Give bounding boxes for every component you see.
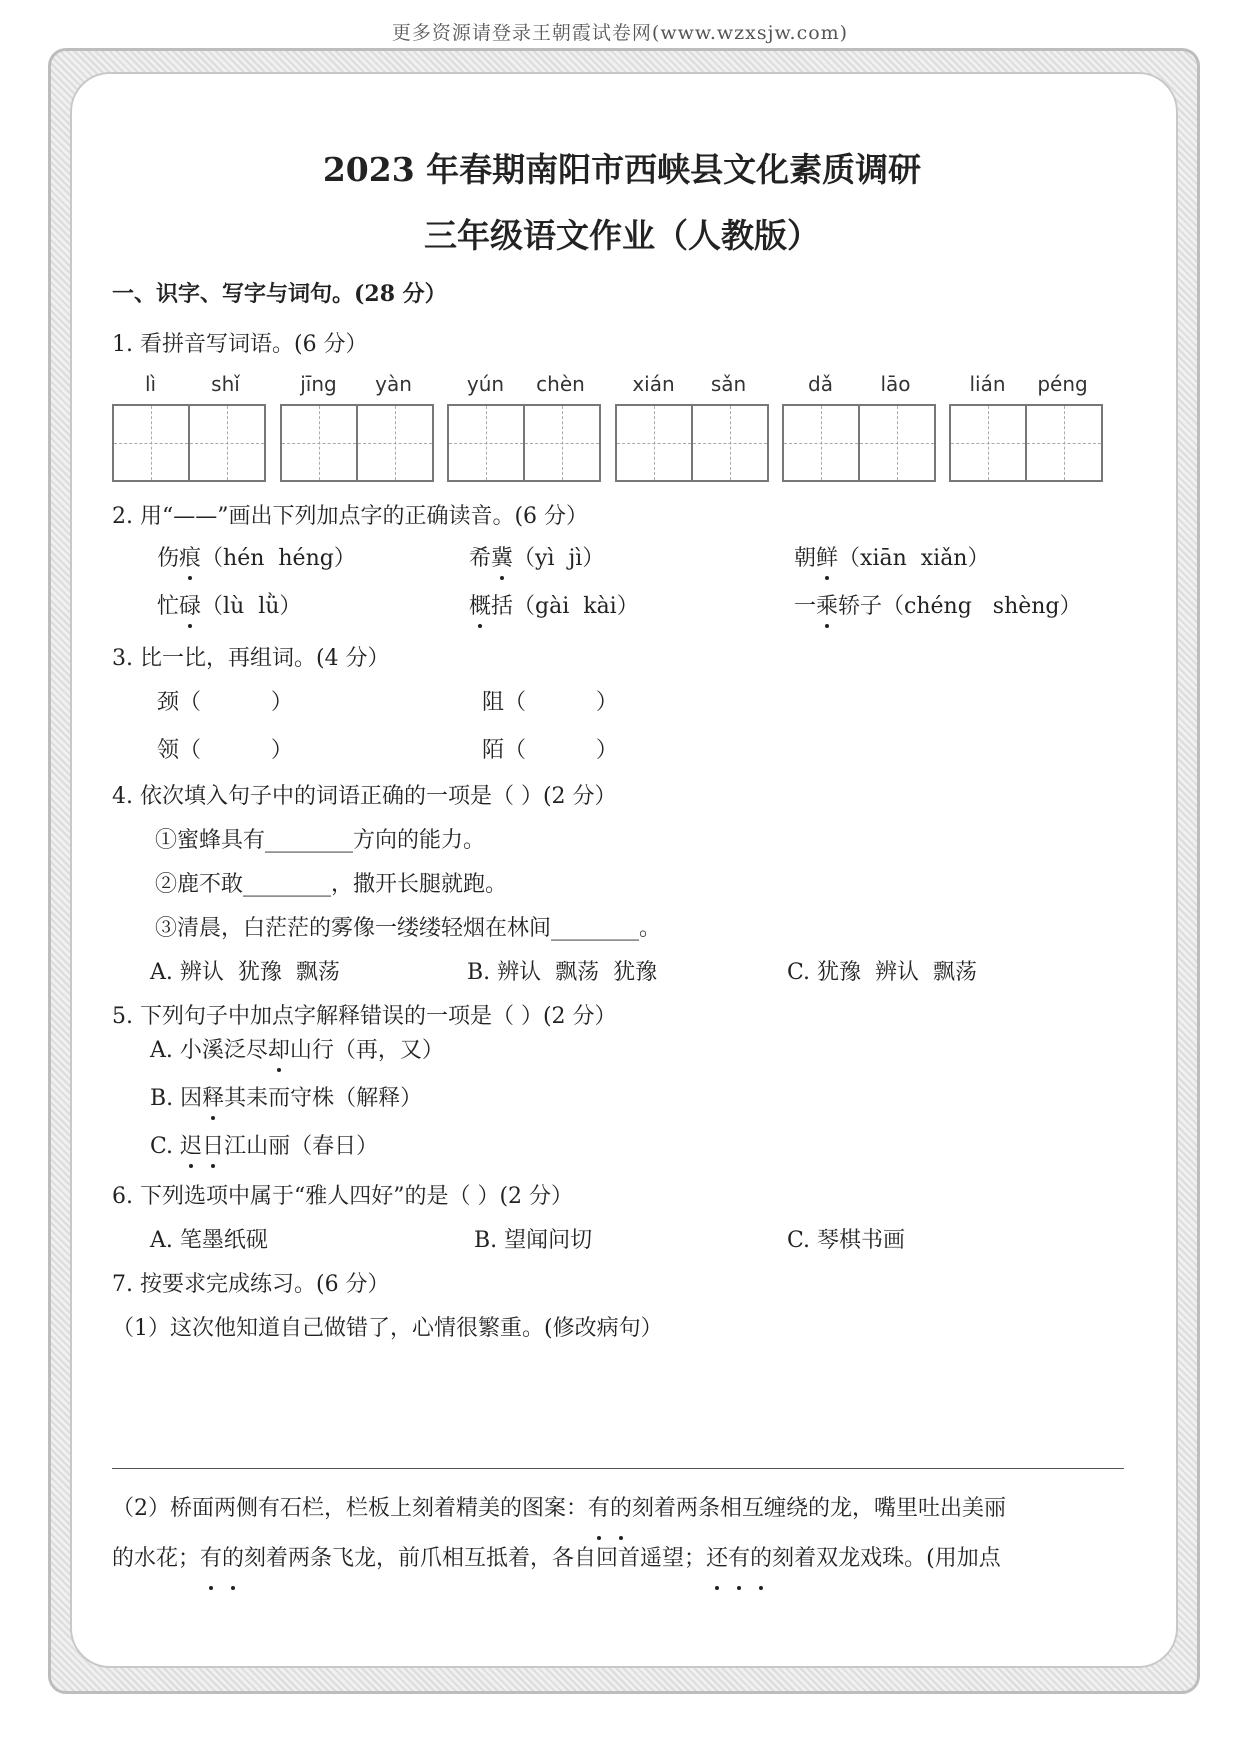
q6-options [112, 1226, 1132, 1256]
q7-text: （2）桥面两侧有石栏，栏板上刻着精美的图案： [112, 1496, 588, 1521]
dotted-char: 还 [706, 1534, 728, 1584]
q2-char: 希 [469, 546, 492, 571]
q6-option-b[interactable]: B. 望闻问切 [474, 1228, 593, 1253]
writing-cell[interactable] [1025, 406, 1101, 480]
writing-cell[interactable] [617, 406, 691, 480]
dotted-char: 有 [200, 1534, 222, 1584]
dotted-char: 的 [750, 1534, 772, 1584]
q7-part-1: （1）这次他知道自己做错了，心情很繁重。(修改病句） [112, 1316, 663, 1341]
q2-options: （yì jì） [513, 546, 605, 571]
section-1-heading: 一、识字、写字与词句。(28 分） [112, 281, 447, 307]
q2-options: （lù lǜ） [201, 594, 302, 619]
q2-item-4 [157, 592, 301, 622]
q5-text: 山行（再，又） [289, 1038, 444, 1063]
word-box-6 [949, 372, 1103, 482]
q2-item-6 [794, 592, 1082, 622]
q5-text: C. [150, 1134, 181, 1159]
q2-row-2 [112, 592, 1132, 622]
answer-line[interactable] [112, 1468, 1124, 1469]
q3-item-4[interactable]: 陌（ ） [482, 738, 618, 763]
pinyin: shǐ [211, 372, 240, 396]
q2-item-1 [157, 544, 356, 574]
q3-row-2 [112, 736, 1132, 766]
pinyin: lián [969, 372, 1006, 396]
writing-cell[interactable] [858, 406, 934, 480]
q4-sentence-1: ①蜜蜂具有________方向的能力。 [155, 828, 486, 853]
q5-option-b[interactable] [150, 1084, 1132, 1114]
exam-subtitle: 三年级语文作业（人教版） [424, 216, 820, 255]
dotted-char: 概 [469, 592, 491, 622]
writing-cell[interactable] [188, 406, 264, 480]
q5-text: 其耒而守株（解释） [224, 1086, 423, 1111]
pinyin: péng [1037, 372, 1088, 396]
q5-option-c[interactable] [150, 1132, 1132, 1162]
q7-text: 刻着双龙戏珠。(用加点 [772, 1546, 1001, 1571]
question-6: 6. 下列选项中属于“雅人四好”的是（ ）(2 分） [112, 1184, 574, 1209]
q4-option-b[interactable]: B. 辨认 飘荡 犹豫 [467, 960, 658, 985]
dotted-char: 的 [222, 1534, 244, 1584]
q4-options [112, 958, 1132, 988]
pinyin: chèn [536, 372, 585, 396]
question-2: 2. 用“——”画出下列加点字的正确读音。(6 分） [112, 504, 589, 529]
q6-option-a[interactable]: A. 笔墨纸砚 [150, 1228, 268, 1253]
q4-option-a[interactable]: A. 辨认 犹豫 飘荡 [150, 960, 340, 985]
q2-char: 伤 [157, 546, 180, 571]
writing-cell[interactable] [951, 406, 1025, 480]
q2-char: 朝 [794, 546, 817, 571]
question-3: 3. 比一比，再组词。(4 分） [112, 646, 390, 671]
q2-options: （xiān xiǎn） [838, 546, 990, 571]
q4-option-c[interactable]: C. 犹豫 辨认 飘荡 [787, 960, 978, 985]
q7-part-2-line-1 [112, 1484, 1126, 1534]
q2-char: 一 [794, 594, 817, 619]
q7-text: 刻着两条飞龙，前爪相互抵着，各自回首遥望； [244, 1546, 707, 1571]
site-banner: 更多资源请登录王朝霞试卷网(www.wzxsjw.com) [391, 22, 849, 44]
writing-cell[interactable] [356, 406, 432, 480]
q7-part-2 [112, 1484, 1126, 1584]
q6-option-c[interactable]: C. 琴棋书画 [787, 1228, 906, 1253]
dotted-char: 痕 [179, 544, 201, 574]
dotted-char: 迟 [180, 1132, 202, 1162]
q7-part-2-line-2 [112, 1534, 1126, 1584]
word-box-3 [447, 372, 601, 482]
q5-option-a[interactable] [150, 1036, 1132, 1066]
dotted-char: 碌 [179, 592, 201, 622]
q5-text: 江山丽（春日） [224, 1134, 379, 1159]
dotted-char: 乘 [816, 592, 838, 622]
q4-sentence-2: ②鹿不敢________，撒开长腿就跑。 [155, 872, 508, 897]
exam-content [112, 150, 1132, 1344]
q3-item-3[interactable]: 领（ ） [157, 738, 293, 763]
dotted-char: 鲜 [816, 544, 838, 574]
q7-text: 刻着两条相互缠绕的龙，嘴里吐出美丽 [632, 1496, 1007, 1521]
pinyin: jīng [300, 372, 337, 396]
dotted-char: 却 [268, 1036, 290, 1066]
q7-text: 的水花； [112, 1546, 201, 1571]
dotted-char: 冀 [491, 544, 513, 574]
exam-title: 2023 年春期南阳市西峡县文化素质调研 [322, 150, 922, 189]
writing-cell[interactable] [114, 406, 188, 480]
pinyin: lāo [880, 372, 911, 396]
word-box-1 [112, 372, 266, 482]
q2-char: 忙 [157, 594, 180, 619]
writing-cell[interactable] [691, 406, 767, 480]
dotted-char: 有 [588, 1484, 610, 1534]
question-1: 1. 看拼音写词语。(6 分） [112, 332, 368, 357]
q2-options: （hén héng） [201, 546, 356, 571]
dotted-char: 释 [202, 1084, 224, 1114]
word-box-2 [280, 372, 434, 482]
q4-sentence-3: ③清晨，白茫茫的雾像一缕缕轻烟在林间________。 [155, 916, 662, 941]
word-box-4 [615, 372, 769, 482]
question-5: 5. 下列句子中加点字解释错误的一项是（ ）(2 分） [112, 1004, 617, 1029]
writing-cell[interactable] [449, 406, 523, 480]
q3-item-2[interactable]: 阻（ ） [482, 690, 618, 715]
writing-cell[interactable] [282, 406, 356, 480]
pinyin: xián [632, 372, 675, 396]
pinyin: sǎn [710, 372, 747, 396]
q2-row-1 [112, 544, 1132, 574]
q2-item-2 [469, 544, 604, 574]
q2-item-3 [794, 544, 989, 574]
pinyin-writing-grid [112, 372, 1132, 482]
q3-row-1 [112, 688, 1132, 718]
dotted-char: 日 [202, 1132, 224, 1162]
pinyin: dǎ [808, 372, 833, 396]
word-box-5 [782, 372, 936, 482]
dotted-char: 的 [610, 1484, 632, 1534]
q2-options: 括（gài kài） [491, 594, 639, 619]
q5-text: B. 因 [150, 1086, 203, 1111]
q2-item-5 [469, 592, 639, 622]
question-4: 4. 依次填入句子中的词语正确的一项是（ ）(2 分） [112, 784, 617, 809]
pinyin: lì [144, 372, 157, 396]
writing-cell[interactable] [784, 406, 858, 480]
dotted-char: 有 [728, 1534, 750, 1584]
pinyin: yún [466, 372, 505, 396]
q2-options: 轿子（chéng shèng） [838, 594, 1082, 619]
q3-item-1[interactable]: 颈（ ） [157, 690, 293, 715]
question-7: 7. 按要求完成练习。(6 分） [112, 1272, 390, 1297]
pinyin: yàn [375, 372, 412, 396]
writing-cell[interactable] [523, 406, 599, 480]
q5-text: A. 小溪泛尽 [150, 1038, 268, 1063]
